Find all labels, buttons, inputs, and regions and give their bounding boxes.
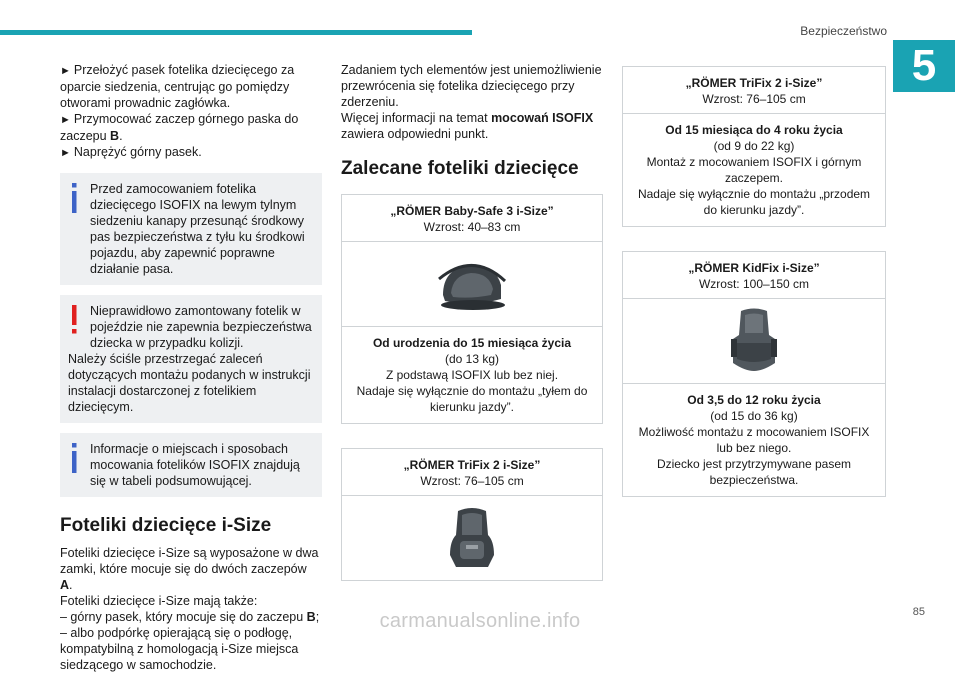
seat-detail-1: Montaż z mocowaniem ISOFIX i górnym zaczepem. <box>646 155 862 185</box>
booster-seat-icon <box>723 307 785 375</box>
info-icon <box>69 443 91 473</box>
seat-image <box>342 242 602 327</box>
isofix-ref-tail: zawiera odpowiedni punkt. <box>341 127 489 141</box>
isize-paragraph-1 <box>60 545 322 593</box>
arrow-right-icon: ► <box>60 147 71 159</box>
column-right <box>622 54 886 497</box>
arrow-right-icon: ► <box>60 65 71 77</box>
warning-note-installation <box>60 295 322 423</box>
chapter-number-tab: 5 <box>893 40 955 92</box>
seat-card-trifix-partial <box>341 448 603 581</box>
info-note-text: Informacje o miejscach i sposobach mocowania fotelików ISOFIX znajdują się w tabeli podsumowującej. <box>90 442 300 488</box>
info-note-summary-table <box>60 433 322 497</box>
infant-carrier-icon <box>433 255 511 313</box>
section-title: Bezpieczeństwo <box>800 24 887 38</box>
isize-paragraph-2: Foteliki dziecięce i-Size mają także: <box>60 594 258 608</box>
info-note-isofix-belt <box>60 173 322 285</box>
seat-card-baby-safe <box>341 194 603 424</box>
seat-name: „RÖMER Baby-Safe 3 i-Size” <box>390 204 554 218</box>
info-note-text: Przed zamocowaniem fotelika dziecięcego ISOFIX na lewym tylnym siedzeniu kanapy przesunąć środkowy pas bezpieczeństwa z tyłu ku środkowi pojazdu, aby zapewnić poprawne działanie pasa. <box>90 182 305 276</box>
step-1 <box>60 62 322 111</box>
step-3 <box>60 144 322 161</box>
isofix-ref-bold: mocowań ISOFIX <box>491 111 594 125</box>
step-2 <box>60 111 322 144</box>
intro-paragraph: Zadaniem tych elementów jest uniemożliwienie przewrócenia się fotelika dziecięcego przy zderzeniu. <box>341 63 602 109</box>
step-1-text: Przełożyć pasek fotelika dziecięcego za oparcie siedzenia, centrując go pomiędzy otworami prowadnic zagłówka. <box>60 63 295 110</box>
seat-age-range: Od 3,5 do 12 roku życia <box>687 393 821 407</box>
heading-isize-seats: Foteliki dziecięce i-Size <box>60 515 272 536</box>
isofix-reference <box>341 110 603 142</box>
warning-note-text-b: Należy ściśle przestrzegać zaleceń dotyczących montażu podanych w instrukcji instalacji dostarczonej z fotelikiem dziecięcym. <box>68 352 311 414</box>
isize-para-text: Foteliki dziecięce i-Size są wyposażone w dwa zamki, które mocuje się do dwóch zaczepów <box>60 546 319 576</box>
seat-age-range: Od urodzenia do 15 miesiąca życia <box>372 336 572 350</box>
seat-detail-1: Z podstawą ISOFIX lub bez niej. <box>385 368 559 382</box>
anchor-label-a: A <box>60 578 70 592</box>
seat-age-range: Od 15 miesiąca do 4 roku życia <box>665 123 843 137</box>
step-3-text: Naprężyć górny pasek. <box>73 145 202 159</box>
isofix-ref-text: Więcej informacji na temat <box>341 111 492 125</box>
seat-weight: (do 13 kg) <box>444 352 500 366</box>
seat-weight: (od 15 do 36 kg) <box>710 409 798 423</box>
child-seat-icon <box>442 505 502 571</box>
seat-card-body <box>623 384 885 496</box>
seat-height: Wzrost: 76–105 cm <box>420 474 524 488</box>
isize-para-punct: . <box>69 578 73 592</box>
seat-card-body <box>623 114 885 226</box>
arrow-right-icon: ► <box>60 114 71 126</box>
seat-image <box>623 299 885 384</box>
seat-card-header <box>623 252 885 299</box>
seat-image <box>342 496 602 580</box>
seat-card-body <box>342 327 602 423</box>
seat-name: „RÖMER KidFix i-Size” <box>688 261 820 275</box>
seat-name: „RÖMER TriFix 2 i-Size” <box>403 458 541 472</box>
anchor-label-b: B <box>110 129 120 143</box>
column-left <box>60 62 322 673</box>
warning-icon <box>69 305 91 335</box>
step-2-text: Przymocować zaczep górnego paska do zaczepu <box>60 112 299 143</box>
seat-card-header <box>623 67 885 114</box>
list-item-text: – górny pasek, który mocuje się do zaczepu <box>60 610 307 624</box>
isize-list-item-2: – albo podpórkę opierającą się o podłogę, kompatybilną z homologacją i-Size miejsca siedzącego w samochodzie. <box>60 626 299 672</box>
column-middle <box>341 62 603 581</box>
seat-name: „RÖMER TriFix 2 i-Size” <box>685 76 823 90</box>
seat-height: Wzrost: 40–83 cm <box>423 220 521 234</box>
seat-height: Wzrost: 100–150 cm <box>698 277 810 291</box>
seat-detail-2: Nadaje się wyłącznie do montażu „tyłem do kierunku jazdy”. <box>356 384 588 414</box>
heading-recommended-seats: Zalecane foteliki dziecięce <box>341 158 579 179</box>
seat-card-header <box>342 195 602 242</box>
step-2-punct: . <box>119 129 123 143</box>
info-icon <box>69 183 91 213</box>
warning-note-text-a: Nieprawidłowo zamontowany fotelik w pojeździe nie zapewnia bezpieczeństwa dziecka w przypadku kolizji. <box>90 304 312 350</box>
seat-card-header <box>342 449 602 496</box>
seat-weight: (od 9 do 22 kg) <box>713 139 795 153</box>
seat-detail-1: Możliwość montażu z mocowaniem ISOFIX lub bez niego. <box>638 425 870 455</box>
anchor-label-b: B <box>306 610 316 624</box>
header-accent-bar <box>0 30 472 35</box>
seat-height: Wzrost: 76–105 cm <box>702 92 806 106</box>
watermark: carmanualsonline.info <box>379 610 581 632</box>
page-number: 85 <box>912 606 925 618</box>
seat-card-kidfix <box>622 251 886 497</box>
list-item-punct: ; <box>315 610 320 624</box>
seat-detail-2: Nadaje się wyłącznie do montażu „przodem do kierunku jazdy”. <box>637 187 871 217</box>
seat-detail-2: Dziecko jest przytrzymywane pasem bezpieczeństwa. <box>656 457 852 487</box>
seat-card-trifix <box>622 66 886 227</box>
